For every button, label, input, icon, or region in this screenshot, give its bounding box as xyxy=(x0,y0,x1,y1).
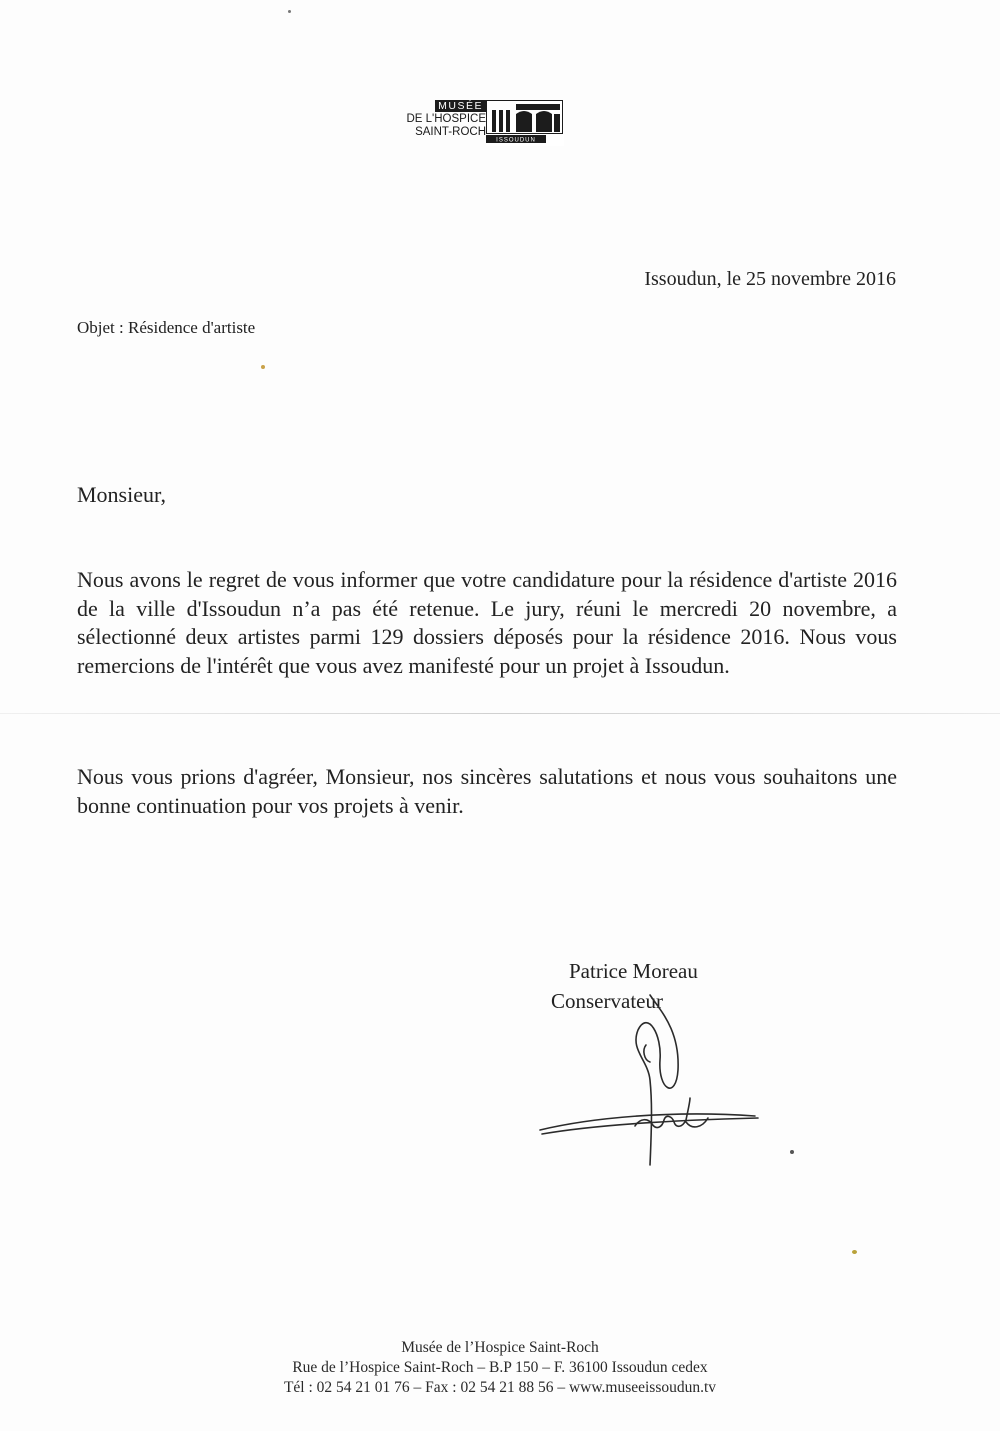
letter-paragraph-1: Nous avons le regret de vous informer que votre candidature pour la résidence d'artiste 2016 de la ville d'Issoudun n’a pas été retenue. Le jury, réuni le mercredi 20 novembre, a sélectionné deux artistes parmi 129 dossiers déposés pour la résidence 2016. Nous vous remercions de l'intérêt que vous avez manifesté pour un projet à Issoudun. xyxy=(77,567,897,678)
letter-date: Issoudun, le 25 novembre 2016 xyxy=(644,268,896,290)
paper-speck xyxy=(790,1150,794,1154)
signatory-title: Conservateur xyxy=(551,989,663,1013)
footer-museum-name: Musée de l’Hospice Saint-Roch xyxy=(401,1339,599,1356)
letter-salutation: Monsieur, xyxy=(77,482,166,507)
signatory-name: Patrice Moreau xyxy=(569,959,698,983)
handwritten-signature xyxy=(530,990,770,1170)
paper-speck xyxy=(288,10,291,13)
letter-subject: Objet : Résidence d'artiste xyxy=(77,318,256,337)
letter-footer xyxy=(0,1338,1000,1398)
logo-sub-label: ISSOUDUN xyxy=(496,137,536,144)
paper-speck xyxy=(852,1250,857,1254)
building-icon xyxy=(486,100,564,146)
museum-logo xyxy=(402,100,564,146)
letter-paragraph-2: Nous vous prions d'agréer, Monsieur, nos sincères salutations et nous vous souhaitons une bonne continuation pour vos projets à venir. xyxy=(77,764,897,818)
footer-contact: Tél : 02 54 21 01 76 – Fax : 02 54 21 88 56 – www.museeissoudun.tv xyxy=(283,1379,717,1396)
paper-fold-line xyxy=(0,713,1000,714)
logo-wordmark xyxy=(402,100,486,139)
logo-line-saint-roch: SAINT-ROCH xyxy=(415,126,486,138)
logo-line-hospice: DE L'HOSPICE xyxy=(406,113,486,125)
paper-speck xyxy=(261,365,265,369)
footer-address: Rue de l’Hospice Saint-Roch – B.P 150 – F. 36100 Issoudun cedex xyxy=(292,1359,708,1376)
logo-musee-label: MUSÉE xyxy=(435,100,486,112)
